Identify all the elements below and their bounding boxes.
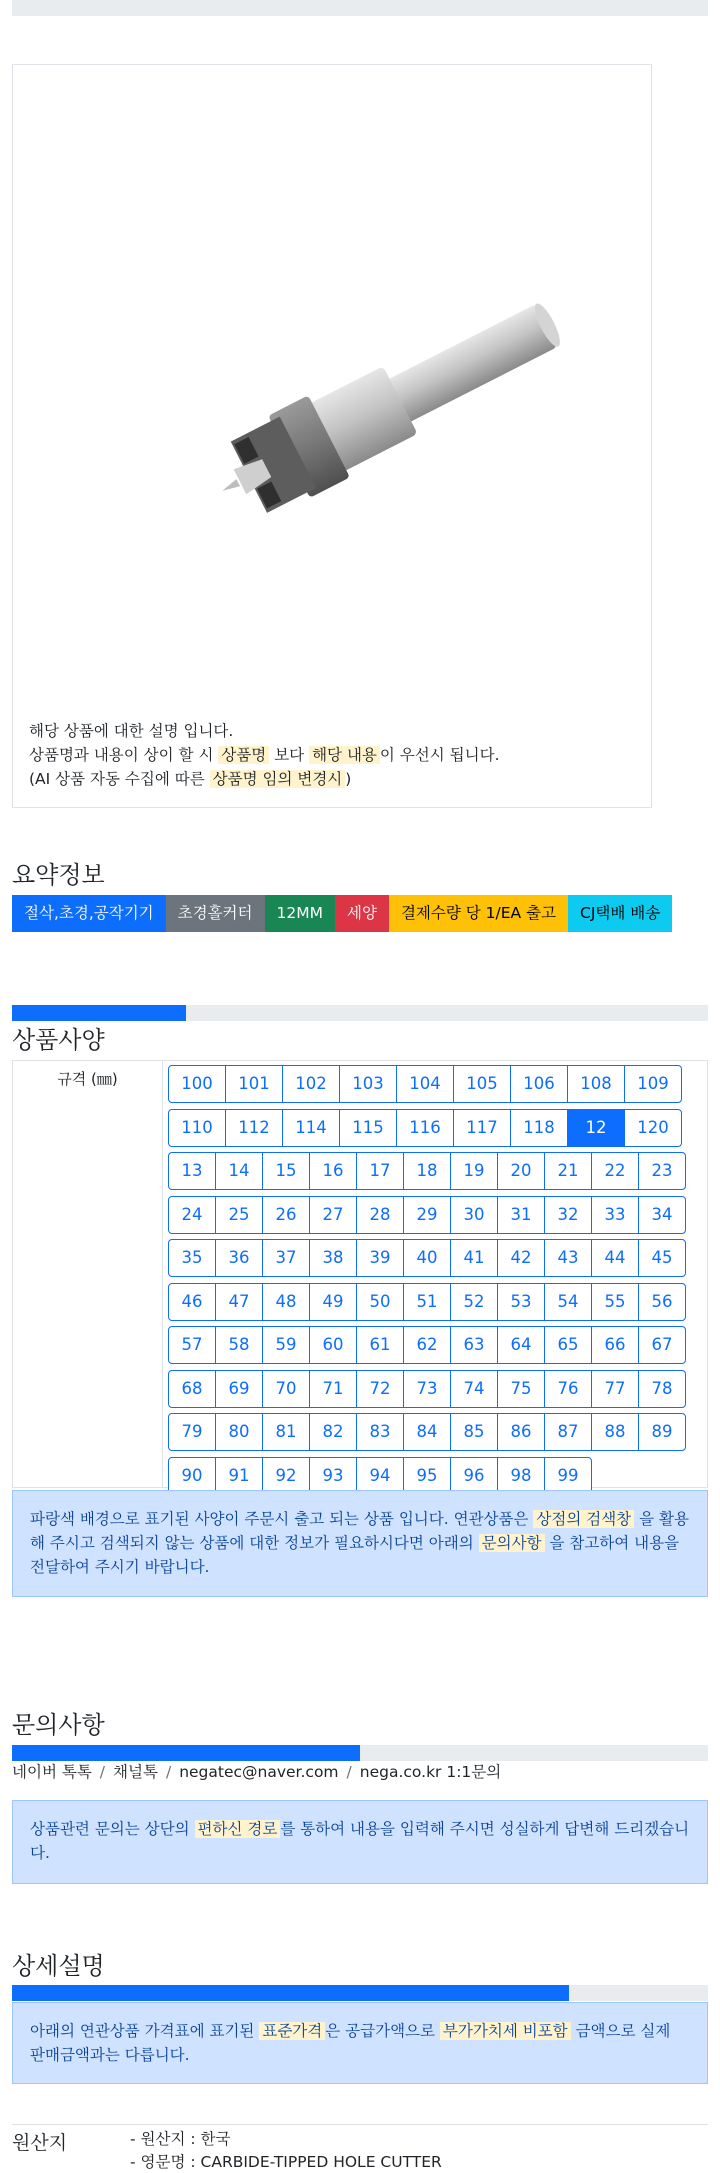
alert-text: 상품관련 문의는 상단의 [30,1820,195,1838]
spec-option-chip[interactable]: 37 [262,1239,310,1277]
notice-text: (AI 상품 자동 수집에 따른 [29,770,210,788]
spec-option-chip[interactable]: 30 [450,1196,498,1234]
spec-option-chip[interactable]: 101 [225,1065,283,1103]
spec-option-chip[interactable]: 69 [215,1370,263,1408]
spec-option-chip[interactable]: 110 [168,1109,226,1147]
spec-option-chip[interactable]: 36 [215,1239,263,1277]
spec-table [12,1060,708,1488]
spec-option-chip[interactable]: 70 [262,1370,310,1408]
spec-option-chip[interactable]: 72 [356,1370,404,1408]
spec-option-chip[interactable]: 108 [567,1065,625,1103]
spec-option-chip[interactable]: 94 [356,1457,404,1495]
inquiry-alert [12,1800,708,1884]
spec-option-chip[interactable]: 91 [215,1457,263,1495]
inquiry-channel-link[interactable]: nega.co.kr 1:1문의 [359,1763,502,1781]
spec-option-row [168,1370,686,1408]
spec-option-chip[interactable]: 115 [339,1109,397,1147]
spec-option-row [168,1196,686,1234]
summary-badge: 초경홀커터 [166,895,265,932]
notice-text: 상품명과 내용이 상이 할 시 [29,746,219,764]
spec-option-chip[interactable]: 25 [215,1196,263,1234]
detail-alert [12,2002,708,2084]
spec-option-chip[interactable]: 78 [638,1370,686,1408]
spec-option-chip[interactable]: 57 [168,1326,216,1364]
spec-option-row [168,1065,682,1103]
spec-option-chip[interactable]: 26 [262,1196,310,1234]
spec-option-chip[interactable]: 16 [309,1152,357,1190]
spec-option-chip[interactable]: 47 [215,1283,263,1321]
spec-option-row [168,1326,686,1364]
alert-text: 을 참고하여 내용을 전달하여 주시기 바랍니다. [30,1534,680,1576]
alert-text: 아래의 연관상품 가격표에 표기된 [30,2022,260,2040]
spec-option-chip[interactable]: 31 [497,1196,545,1234]
inquiry-channel-link[interactable]: 네이버 톡톡 [12,1763,92,1781]
spec-option-chip[interactable]: 28 [356,1196,404,1234]
highlight-route: 편하신 경로 [195,1820,281,1838]
summary-title: 요약정보 [12,861,105,889]
spec-option-chip[interactable]: 103 [339,1065,397,1103]
spec-option-row [168,1413,686,1451]
notice-line-2 [29,743,500,767]
spec-option-chip[interactable]: 68 [168,1370,216,1408]
summary-badge: CJ택배 배송 [568,895,672,932]
origin-list [130,2128,442,2173]
spec-option-chip[interactable]: 120 [624,1109,682,1147]
highlight-inquiry: 문의사항 [479,1534,545,1552]
spec-option-chip[interactable]: 22 [591,1152,639,1190]
inquiry-title: 문의사항 [12,1711,105,1739]
spec-option-chip[interactable]: 85 [450,1413,498,1451]
spec-option-chip[interactable]: 75 [497,1370,545,1408]
alert-text: 파랑색 배경으로 표기된 사양이 주문시 출고 되는 상품 입니다. 연관상품은 [30,1510,534,1528]
spec-option-chip[interactable]: 52 [450,1283,498,1321]
spec-option-chip[interactable]: 42 [497,1239,545,1277]
spec-option-chip[interactable]: 105 [453,1065,511,1103]
spec-progress-fill [12,1005,186,1021]
spec-option-chip[interactable]: 18 [403,1152,451,1190]
detail-progress-fill [12,1985,569,2001]
spec-option-chip[interactable]: 86 [497,1413,545,1451]
spec-option-chip[interactable]: 24 [168,1196,216,1234]
spec-option-row [168,1239,686,1277]
spec-option-chip[interactable]: 87 [544,1413,592,1451]
spec-label: 규격 (㎜) [13,1061,163,1487]
product-notice [29,719,500,791]
spec-option-chip[interactable]: 59 [262,1326,310,1364]
spec-option-chip[interactable]: 88 [591,1413,639,1451]
spec-option-chip[interactable]: 95 [403,1457,451,1495]
spec-option-chip[interactable]: 116 [396,1109,454,1147]
spec-option-chip[interactable]: 118 [510,1109,568,1147]
spec-option-chip[interactable]: 74 [450,1370,498,1408]
spec-option-chip[interactable]: 34 [638,1196,686,1234]
spec-option-chip[interactable]: 63 [450,1326,498,1364]
breadcrumb-separator: / [346,1763,352,1781]
spec-option-row [168,1152,686,1190]
spec-option-chip[interactable]: 40 [403,1239,451,1277]
spec-option-chip[interactable]: 45 [638,1239,686,1277]
spec-option-chip[interactable]: 82 [309,1413,357,1451]
spec-option-chip[interactable]: 12 [567,1109,625,1147]
spec-option-chip[interactable]: 14 [215,1152,263,1190]
inquiry-progress [12,1745,708,1761]
spec-option-chip[interactable]: 102 [282,1065,340,1103]
spec-option-chip[interactable]: 58 [215,1326,263,1364]
notice-text: 보다 [269,746,310,764]
spec-option-chip[interactable]: 83 [356,1413,404,1451]
spec-option-chip[interactable]: 33 [591,1196,639,1234]
origin-divider [12,2124,708,2125]
carbide-hole-cutter-image [163,245,603,575]
spec-title: 상품사양 [12,1026,105,1054]
spec-option-chip[interactable]: 67 [638,1326,686,1364]
spec-progress [12,1005,708,1021]
origin-title: 원산지 [12,2132,68,2154]
summary-badge: 절삭,초경,공작기기 [12,895,166,932]
spec-option-chip[interactable]: 54 [544,1283,592,1321]
highlight-search: 상점의 검색창 [533,1510,634,1528]
spec-option-chip[interactable]: 48 [262,1283,310,1321]
product-card [12,64,652,808]
spec-option-chip[interactable]: 39 [356,1239,404,1277]
highlight-vat: 부가가치세 비포함 [440,2022,571,2040]
spec-option-chip[interactable]: 66 [591,1326,639,1364]
spec-option-chip[interactable]: 71 [309,1370,357,1408]
spec-option-chip[interactable]: 38 [309,1239,357,1277]
spec-option-chip[interactable]: 15 [262,1152,310,1190]
detail-progress [12,1985,708,2001]
spec-option-row [168,1457,592,1495]
spec-option-chip[interactable]: 32 [544,1196,592,1234]
spec-option-chip[interactable]: 49 [309,1283,357,1321]
top-progress-bar [12,0,708,16]
spec-option-chip[interactable]: 112 [225,1109,283,1147]
summary-badge: 12MM [265,895,335,932]
spec-option-chip[interactable]: 117 [453,1109,511,1147]
highlight-product-name: 상품명 [218,746,269,764]
spec-option-chip[interactable]: 104 [396,1065,454,1103]
spec-option-chip[interactable]: 73 [403,1370,451,1408]
notice-line-1: 해당 상품에 대한 설명 입니다. [29,722,234,740]
spec-option-chip[interactable]: 35 [168,1239,216,1277]
spec-option-chip[interactable]: 60 [309,1326,357,1364]
spec-option-chip[interactable]: 17 [356,1152,404,1190]
breadcrumb-separator: / [165,1763,172,1781]
spec-option-chip[interactable]: 109 [624,1065,682,1103]
spec-option-chip[interactable]: 61 [356,1326,404,1364]
notice-text: 이 우선시 됩니다. [379,746,500,764]
spec-option-chip[interactable]: 64 [497,1326,545,1364]
alert-text: 금액으로 실제 판매금액과는 다릅니다. [30,2022,671,2064]
summary-badges [12,895,672,932]
spec-option-chip[interactable]: 99 [544,1457,592,1495]
spec-option-chip[interactable]: 41 [450,1239,498,1277]
spec-option-chip[interactable]: 56 [638,1283,686,1321]
spec-option-row [168,1283,686,1321]
spec-option-chip[interactable]: 19 [450,1152,498,1190]
spec-option-chip[interactable]: 50 [356,1283,404,1321]
spec-option-chip[interactable]: 90 [168,1457,216,1495]
spec-option-chip[interactable]: 77 [591,1370,639,1408]
inquiry-progress-fill [12,1745,360,1761]
spec-option-chip[interactable]: 76 [544,1370,592,1408]
spec-option-chip[interactable]: 62 [403,1326,451,1364]
spec-option-chip[interactable]: 23 [638,1152,686,1190]
notice-line-3 [29,767,500,791]
spec-option-chip[interactable]: 81 [262,1413,310,1451]
detail-title: 상세설명 [12,1952,105,1980]
spec-option-chip[interactable]: 51 [403,1283,451,1321]
spec-option-chip[interactable]: 53 [497,1283,545,1321]
highlight-content: 해당 내용 [309,746,380,764]
spec-option-chip[interactable]: 100 [168,1065,226,1103]
highlight-price: 표준가격 [259,2022,325,2040]
spec-option-chip[interactable]: 79 [168,1413,216,1451]
spec-option-chip[interactable]: 80 [215,1413,263,1451]
summary-badge: 결제수량 당 1/EA 출고 [389,895,568,932]
spec-option-chip[interactable]: 92 [262,1457,310,1495]
inquiry-channel-link[interactable]: 채널톡 [113,1763,158,1781]
spec-option-chip[interactable]: 84 [403,1413,451,1451]
spec-option-chip[interactable]: 55 [591,1283,639,1321]
spec-option-row [168,1109,682,1147]
highlight-name-change: 상품명 임의 변경시 [210,770,346,788]
spec-option-chip[interactable]: 21 [544,1152,592,1190]
inquiry-channel-link[interactable]: negatec@naver.com [179,1763,339,1781]
spec-option-chip[interactable]: 114 [282,1109,340,1147]
spec-option-chip[interactable]: 96 [450,1457,498,1495]
alert-text: 은 공급가액으로 [325,2022,440,2040]
inquiry-channels [12,1760,501,1782]
summary-badge: 세양 [335,895,389,932]
origin-english-name: - 영문명 : CARBIDE-TIPPED HOLE CUTTER [130,2153,442,2171]
alert-text: 를 통하여 내용을 입력해 주시면 성실하게 답변해 드리겠습니다. [30,1820,690,1862]
spec-option-chip[interactable]: 93 [309,1457,357,1495]
spec-option-chip[interactable]: 98 [497,1457,545,1495]
alert-text: 을 활용해 주시고 검색되지 않는 상품에 대한 정보가 필요하시다면 아래의 [30,1510,689,1552]
breadcrumb-separator: / [99,1763,106,1781]
notice-text: ) [345,770,352,788]
spec-option-chip[interactable]: 65 [544,1326,592,1364]
spec-option-chip[interactable]: 46 [168,1283,216,1321]
spec-option-chip[interactable]: 13 [168,1152,216,1190]
spec-option-chip[interactable]: 106 [510,1065,568,1103]
spec-option-chip[interactable]: 43 [544,1239,592,1277]
spec-option-chip[interactable]: 29 [403,1196,451,1234]
spec-option-chip[interactable]: 44 [591,1239,639,1277]
spec-alert [12,1490,708,1597]
spec-option-chip[interactable]: 20 [497,1152,545,1190]
origin-country: - 원산지 : 한국 [130,2130,231,2148]
spec-option-chip[interactable]: 27 [309,1196,357,1234]
spec-option-chip[interactable]: 89 [638,1413,686,1451]
